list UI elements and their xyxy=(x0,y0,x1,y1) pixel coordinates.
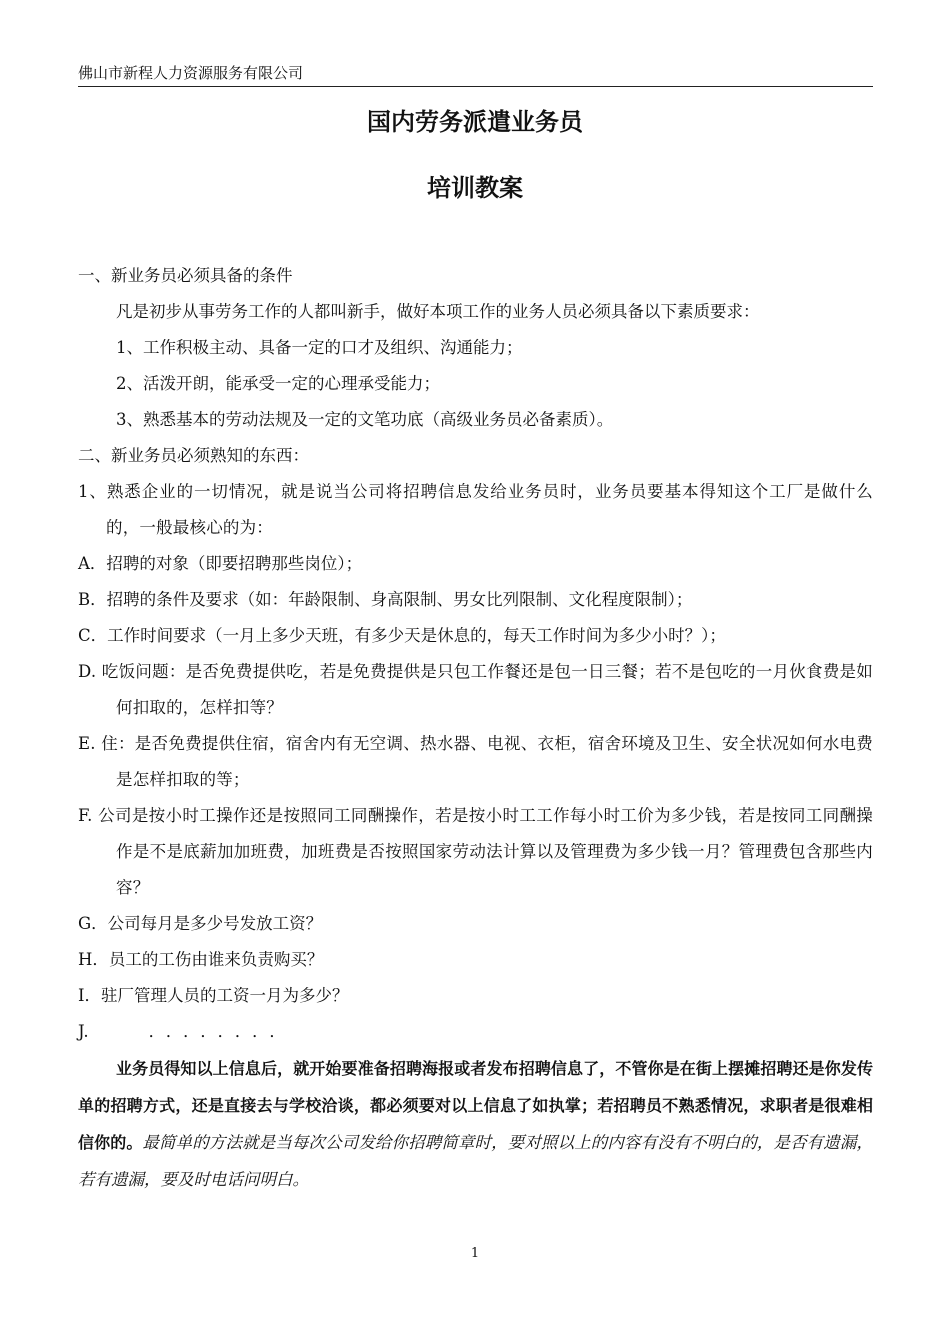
closing-bold-text: 业务员得知以上信息后，就开始要准备招聘海报或者发布招聘信息了，不管你是在街上摆摊招聘还是你发传单的招聘方式，还是直接去与学校洽谈，都必须要对以上信息了如执掌；若招聘员不熟悉情况，求职者是很难相信你的。 xyxy=(78,1059,873,1152)
section-1-item-1: 1、工作积极主动、具备一定的口才及组织、沟通能力； xyxy=(116,338,523,357)
list-item-i: I．驻厂管理人员的工资一月为多少？ xyxy=(78,986,349,1005)
page-number: 1 xyxy=(470,1246,480,1261)
list-item-j xyxy=(78,1014,873,1050)
section-1-item-2: 2、活泼开朗，能承受一定的心理承受能力； xyxy=(116,374,440,393)
document-subtitle: 培训教案 xyxy=(427,174,523,202)
page-header xyxy=(78,62,873,87)
document-body xyxy=(78,258,873,1198)
closing-italic-text: 最简单的方法就是当每次公司发给你招聘简章时，要对照以上的内容有没有不明白的，是否有遗漏，若有遗漏，要及时电话问明白。 xyxy=(78,1133,873,1189)
list-item-b: B．招聘的条件及要求（如：年龄限制、身高限制、男女比列限制、文化程度限制）； xyxy=(78,590,693,609)
list-item-e: E. 住：是否免费提供住宿，宿舍内有无空调、热水器、电视、衣柜，宿舍环境及卫生、安全状况如何水电费是怎样扣取的等； xyxy=(78,734,873,789)
section-2-item-1: 1、熟悉企业的一切情况，就是说当公司将招聘信息发给业务员时，业务员要基本得知这个工厂是做什么的，一般最核心的为： xyxy=(78,482,873,537)
section-1-item-3: 3、熟悉基本的劳动法规及一定的文笔功底（高级业务员必备素质）。 xyxy=(116,410,614,429)
closing-paragraph xyxy=(78,1050,873,1198)
section-2-heading: 二、新业务员必须熟知的东西： xyxy=(78,446,309,465)
list-item-c: C．工作时间要求（一月上多少天班，有多少天是休息的，每天工作时间为多少小时？）； xyxy=(78,626,726,645)
list-item-a: A．招聘的对象（即要招聘那些岗位）； xyxy=(78,554,363,573)
section-1-heading: 一、新业务员必须具备的条件 xyxy=(78,266,293,285)
list-item-j-label: J. xyxy=(78,1022,89,1041)
list-item-d: D. 吃饭问题：是否免费提供吃，若是免费提供是只包工作餐还是包一日三餐；若不是包吃的一月伙食费是如何扣取的，怎样扣等？ xyxy=(78,662,873,717)
list-item-j-ellipsis: ．．．．．．．． xyxy=(148,1022,295,1041)
list-item-h: H．员工的工伤由谁来负责购买？ xyxy=(78,950,324,969)
list-item-g: G．公司每月是多少号发放工资？ xyxy=(78,914,323,933)
section-1-intro: 凡是初步从事劳务工作的人都叫新手，做好本项工作的业务人员必须具备以下素质要求： xyxy=(116,302,760,321)
list-item-f: F. 公司是按小时工操作还是按照同工同酬操作，若是按小时工工作每小时工价为多少钱，若是按同工同酬操作是不是底薪加加班费，加班费是否按照国家劳动法计算以及管理费为多少钱一月？管理费包含那些内容？ xyxy=(78,806,873,897)
document-title: 国内劳务派遣业务员 xyxy=(367,108,583,136)
header-company-name: 佛山市新程人力资源服务有限公司 xyxy=(78,64,304,82)
